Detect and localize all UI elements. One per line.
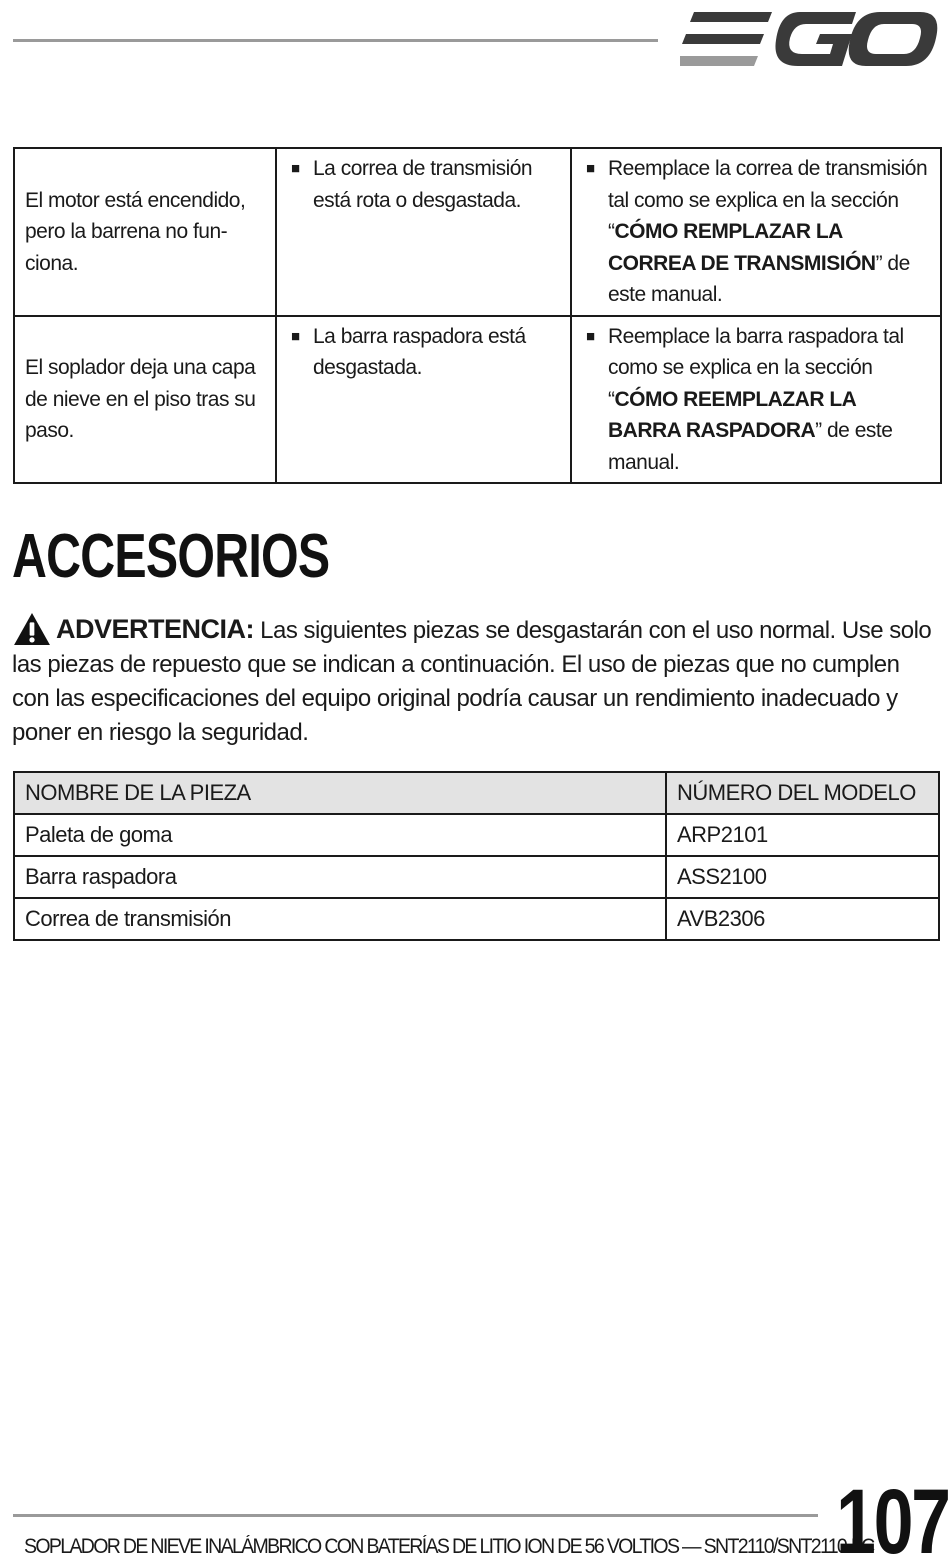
model-number-cell: AVB2306	[666, 898, 939, 940]
warning-paragraph	[12, 612, 932, 750]
table-header-row	[14, 772, 939, 814]
solution-cell	[571, 148, 941, 316]
column-header-model-number: NÚMERO DEL MODELO	[666, 772, 939, 814]
solution-post: ” de este manual.	[608, 251, 910, 306]
solution-pre: Reemplace la correa de transmisión tal como se explica en la sección “	[608, 157, 928, 243]
cause-text: La barra raspadora está desgastada.	[313, 324, 526, 379]
parts-table	[13, 771, 940, 941]
cause-text: La correa de transmisión está rota o desgastada.	[313, 157, 533, 212]
table-row	[14, 814, 939, 856]
troubleshooting-table	[13, 147, 942, 484]
cause-cell	[276, 148, 571, 316]
warning-label: ADVERTENCIA:	[56, 614, 255, 644]
bullet-square-icon: ■	[291, 327, 300, 345]
bullet-square-icon: ■	[291, 160, 300, 177]
solution-text	[608, 321, 932, 479]
solution-section-ref: CÓMO REMPLAZAR LA CORREA DE TRANSMISIÓN	[608, 220, 876, 275]
solution-section-ref: CÓMO REEMPLAZAR LA BARRA RASPADORA	[608, 387, 856, 442]
part-name-cell: Paleta de goma	[14, 814, 666, 856]
footer-rule	[13, 1514, 818, 1517]
column-header-part-name: NOMBRE DE LA PIEZA	[14, 772, 666, 814]
part-name-cell: Barra raspadora	[14, 856, 666, 898]
table-row	[14, 316, 941, 484]
page-number: 107	[836, 1471, 949, 1568]
table-row	[14, 898, 939, 940]
header-rule	[13, 39, 658, 42]
ego-logo	[680, 10, 938, 68]
bullet-square-icon: ■	[586, 327, 595, 345]
solution-post: ” de este manual.	[608, 419, 893, 474]
part-name-cell: Correa de transmisión	[14, 898, 666, 940]
model-number-cell: ARP2101	[666, 814, 939, 856]
table-row	[14, 856, 939, 898]
section-title: ACCESORIOS	[12, 522, 330, 591]
footer-product-line: SOPLADOR DE NIEVE INALÁMBRICO CON BATERÍAS DE LITIO ION DE 56 VOLTIOS — SNT2110/SNT2110-FC	[24, 1535, 874, 1558]
solution-pre: Reemplace la barra raspadora tal como se explica en la sección “	[608, 324, 904, 411]
bullet-square-icon: ■	[586, 160, 595, 177]
cause-cell	[276, 316, 571, 484]
table-row	[14, 148, 941, 316]
warning-triangle-icon	[12, 612, 52, 646]
warning-text: Las siguientes piezas se desgastarán con el uso normal. Use solo las piezas de repuesto que se indican a continuación. El uso de piezas que no cumplen con las especificaciones del equipo original podría causar un rendimiento inadecuado y poner en riesgo la seguridad.	[12, 617, 932, 746]
problem-cell: El motor está encendido, pero la barrena no fun- ciona.	[14, 148, 276, 316]
solution-cell	[571, 316, 941, 484]
problem-cell: El soplador deja una capa de nieve en el piso tras su paso.	[14, 316, 276, 484]
model-number-cell: ASS2100	[666, 856, 939, 898]
solution-text	[608, 153, 932, 311]
